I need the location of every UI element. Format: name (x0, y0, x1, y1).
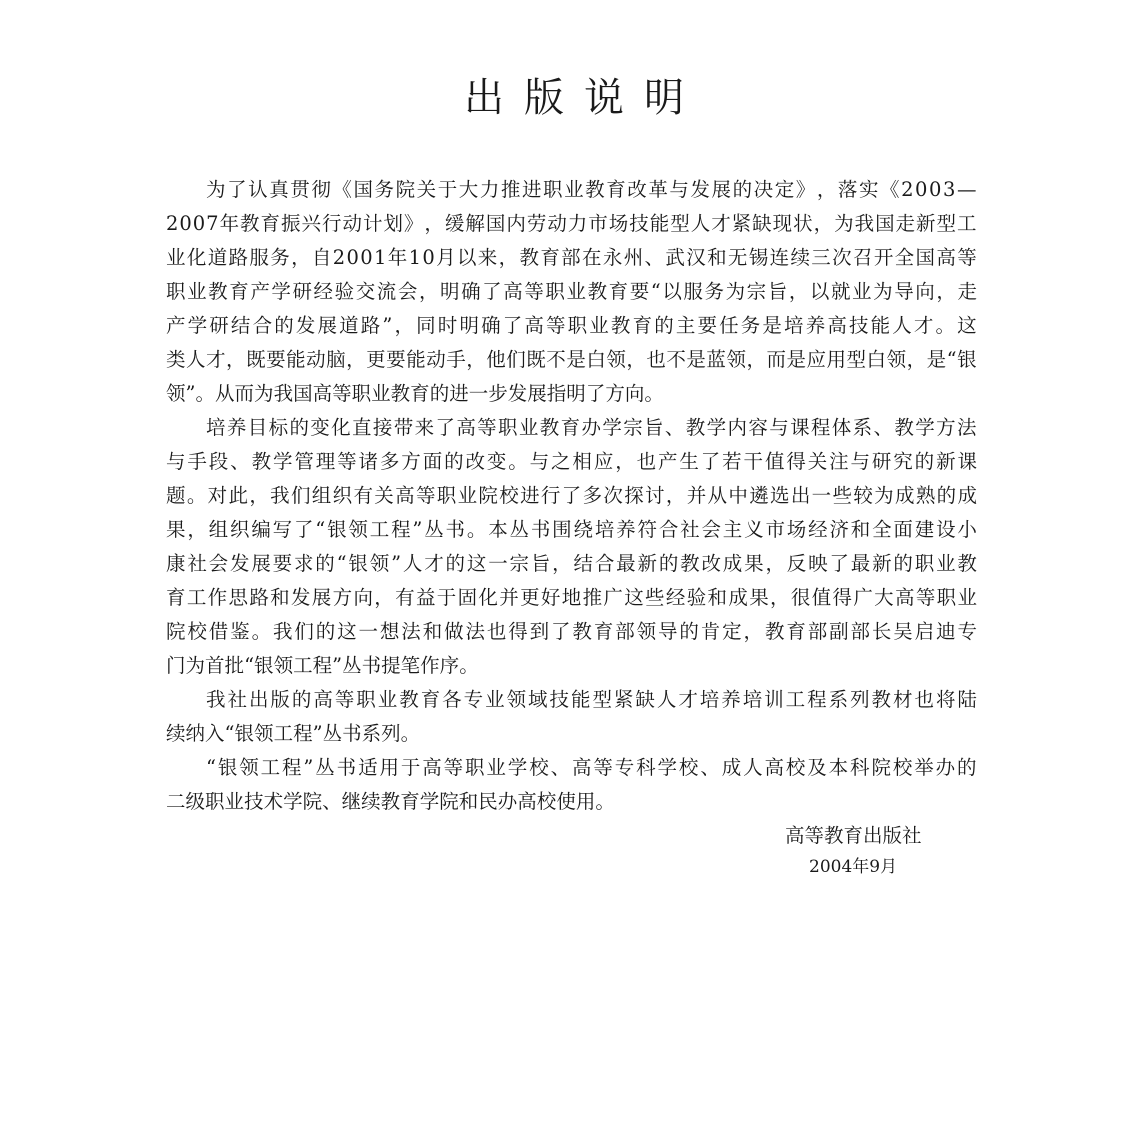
text-line: 领 ” 。 从 而 为 我 国 高 等 职 业 教 育 的 进 一 步 发 展 指 明 了 方 向 。 (166, 382, 664, 405)
text-line: “ 银 领 工 程 ” 丛 书 适 用 于 高 等 职 业 学 校 、 高 等 专 科 学 校 、 成 人 高 校 及 本 科 院 校 举 办 的 (206, 756, 977, 779)
signature-date: 2004年9月 (809, 857, 898, 877)
text-line: 培 养 目 标 的 变 化 直 接 带 来 了 高 等 职 业 教 育 办 学 宗 旨 、 教 学 内 容 与 课 程 体 系 、 教 学 方 法 (206, 416, 977, 439)
document-body (166, 173, 977, 819)
text-line: 与 手 段 、 教 学 管 理 等 诸 多 方 面 的 改 变 。 与 之 相 应 ， 也 产 生 了 若 干 值 得 关 注 与 研 究 的 新 课 (166, 450, 977, 473)
text-line: 类 人 才 ， 既 要 能 动 脑 ， 更 要 能 动 手 ， 他 们 既 不 是 白 领 ， 也 不 是 蓝 领 ， 而 是 应 用 型 白 领 ， 是 “ 银 (166, 348, 977, 371)
text-line: 2 0 0 7 年 教 育 振 兴 行 动 计 划 》 ， 缓 解 国 内 劳 动 力 市 场 技 能 型 人 才 紧 缺 现 状 ， 为 我 国 走 新 型 工 (166, 212, 977, 235)
text-line: 二 级 职 业 技 术 学 院 、 继 续 教 育 学 院 和 民 办 高 校 使 用 。 (166, 790, 615, 813)
text-line: 门 为 首 批 “ 银 领 工 程 ” 丛 书 提 笔 作 序 。 (166, 654, 479, 677)
text-line: 育 工 作 思 路 和 发 展 方 向 ， 有 益 于 固 化 并 更 好 地 推 广 这 些 经 验 和 成 果 ， 很 值 得 广 大 高 等 职 业 (166, 586, 977, 609)
text-line: 续 纳 入 “ 银 领 工 程 ” 丛 书 系 列 。 (166, 722, 421, 745)
text-line: 院 校 借 鉴 。 我 们 的 这 一 想 法 和 做 法 也 得 到 了 教 育 部 领 导 的 肯 定 ， 教 育 部 副 部 长 吴 启 迪 专 (166, 620, 977, 643)
text-line: 产 学 研 结 合 的 发 展 道 路 ” ， 同 时 明 确 了 高 等 职 业 教 育 的 主 要 任 务 是 培 养 高 技 能 人 才 。 这 (166, 314, 977, 337)
text-line: 果 ， 组 织 编 写 了 “ 银 领 工 程 ” 丛 书 。 本 丛 书 围 绕 培 养 符 合 社 会 主 义 市 场 经 济 和 全 面 建 设 小 (166, 518, 977, 541)
text-line: 为 了 认 真 贯 彻 《 国 务 院 关 于 大 力 推 进 职 业 教 育 改 革 与 发 展 的 决 定 》 ， 落 实 《 2 0 0 3 — (206, 178, 977, 201)
signature-publisher: 高等教育出版社 (785, 824, 922, 847)
text-line: 职 业 教 育 产 学 研 经 验 交 流 会 ， 明 确 了 高 等 职 业 教 育 要 “ 以 服 务 为 宗 旨 ， 以 就 业 为 导 向 ， 走 (166, 280, 977, 303)
text-line: 康 社 会 发 展 要 求 的 “ 银 领 ” 人 才 的 这 一 宗 旨 ， 结 合 最 新 的 教 改 成 果 ， 反 映 了 最 新 的 职 业 教 (166, 552, 977, 575)
page-title: 出版说明 (464, 75, 704, 121)
text-line: 我 社 出 版 的 高 等 职 业 教 育 各 专 业 领 域 技 能 型 紧 缺 人 才 培 养 培 训 工 程 系 列 教 材 也 将 陆 (206, 688, 977, 711)
text-line: 业 化 道 路 服 务 ， 自 2 0 0 1 年 1 0 月 以 来 ， 教 育 部 在 永 州 、 武 汉 和 无 锡 连 续 三 次 召 开 全 国 高 等 (166, 246, 977, 269)
text-line: 题 。 对 此 ， 我 们 组 织 有 关 高 等 职 业 院 校 进 行 了 多 次 探 讨 ， 并 从 中 遴 选 出 一 些 较 为 成 熟 的 成 (166, 484, 977, 507)
